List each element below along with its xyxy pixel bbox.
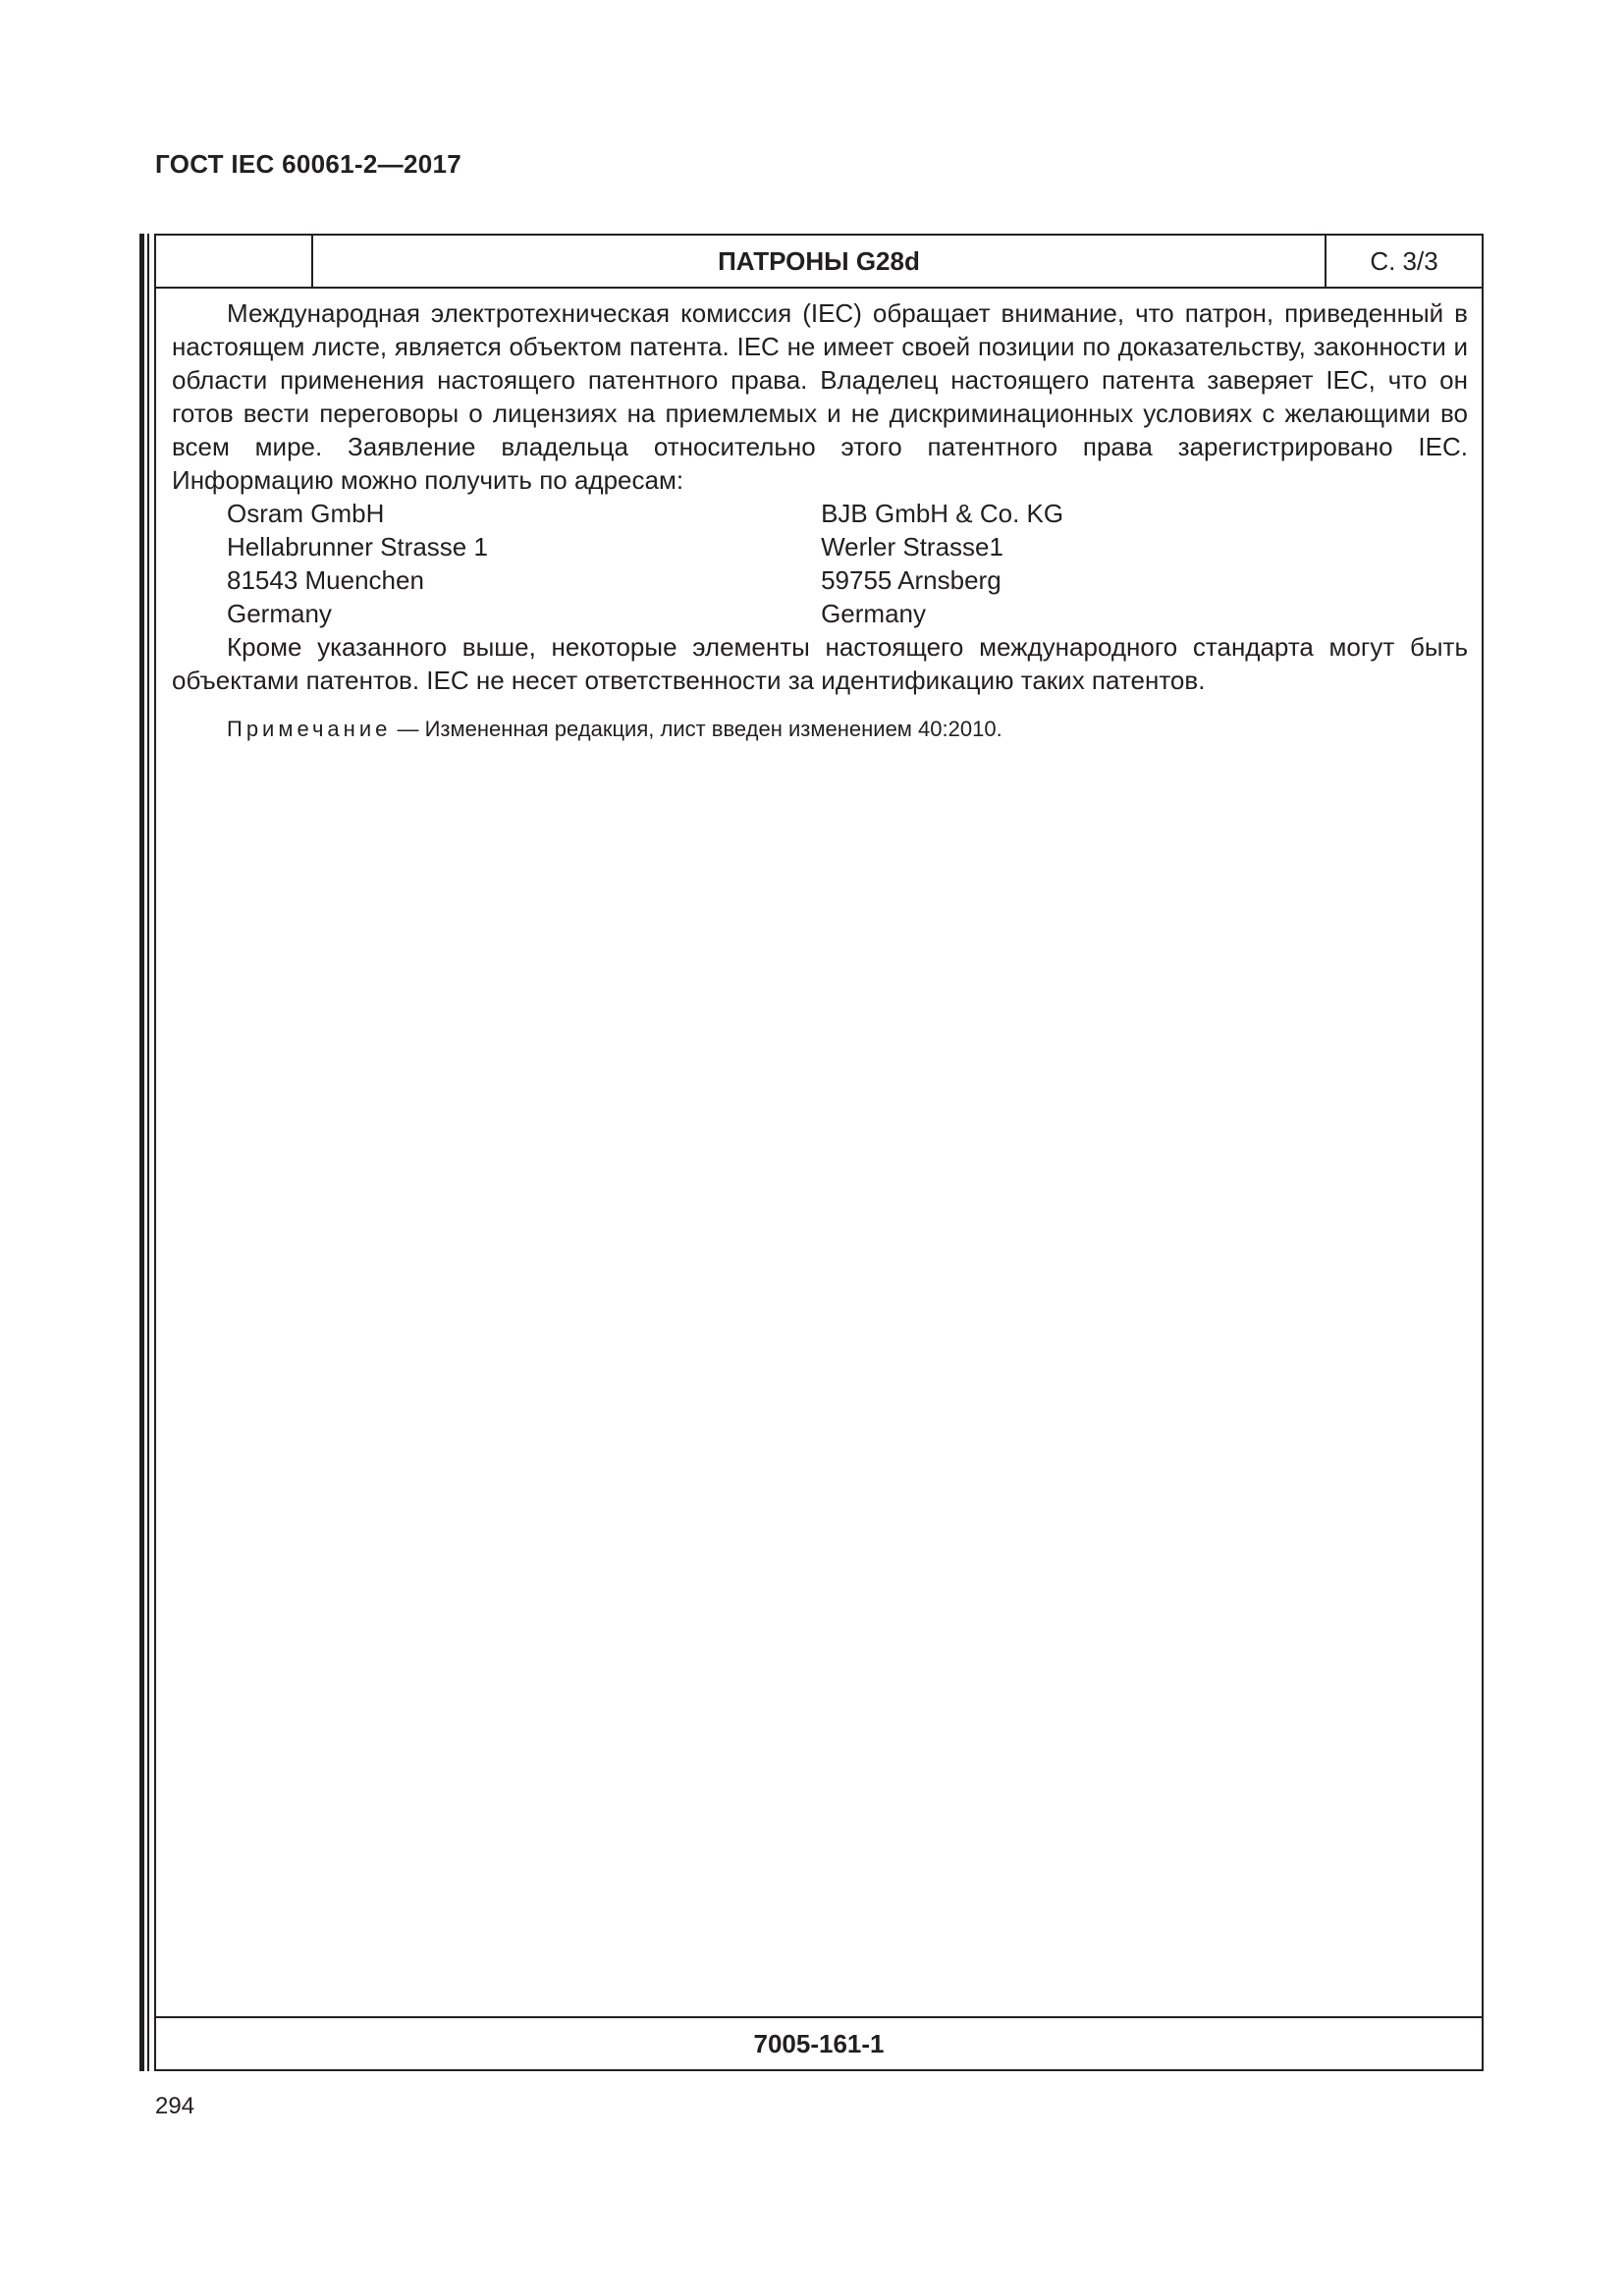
page-number: 294 <box>155 2093 195 2119</box>
frame-left-thin-rule <box>147 234 149 2071</box>
sheet-title: ПАТРОНЫ G28d <box>313 236 1326 287</box>
note-label: Примечание <box>227 717 392 741</box>
address-line: Werler Strasse1 <box>821 532 1003 561</box>
address-line: 81543 Muenchen <box>227 565 424 595</box>
sheet-frame <box>154 234 1484 2071</box>
patent-paragraph: Международная электротехническая комиссия (IEC) обращает внимание, что патрон, приведенный в настоящем листе, является объектом патента. IEC не имеет своей позиции по доказательству, законности и области применения настоящего патентного права. Владелец настоящего патента заверяет IEC, что он готов вести переговоры о лицензиях на приемлемых и не дискриминационных условиях с желающими во всем мире. Заявление владельца относительно этого патентного права зарегистрировано IEC. Информацию можно получить по адресам: <box>172 298 1468 495</box>
address-line: Germany <box>821 599 926 628</box>
address-line: BJB GmbH & Co. KG <box>821 499 1064 528</box>
address-line: 59755 Arnsberg <box>821 565 1001 595</box>
document-code: ГОСТ IEC 60061-2—2017 <box>155 149 461 179</box>
sheet-footer-code: 7005-161-1 <box>156 2016 1482 2069</box>
sheet-body <box>172 296 1468 744</box>
address-line: Osram GmbH <box>227 499 385 528</box>
address-line: Germany <box>227 599 332 628</box>
note <box>172 715 1468 744</box>
address-line: Hellabrunner Strasse 1 <box>227 532 488 561</box>
address-block <box>172 497 1468 630</box>
note-text: — Измененная редакция, лист введен изменением 40:2010. <box>391 717 1002 741</box>
header-empty-cell <box>156 236 313 287</box>
address-osram <box>172 497 821 630</box>
address-bjb <box>821 497 1468 630</box>
disclaimer-paragraph: Кроме указанного выше, некоторые элементы настоящего международного стандарта могут быть объектами патентов. IEC не несет ответственности за идентификацию таких патентов. <box>172 632 1468 695</box>
sheet-page-indicator: С. 3/3 <box>1370 245 1438 276</box>
frame-left-thick-rule <box>139 234 144 2071</box>
sheet-header <box>156 236 1482 289</box>
